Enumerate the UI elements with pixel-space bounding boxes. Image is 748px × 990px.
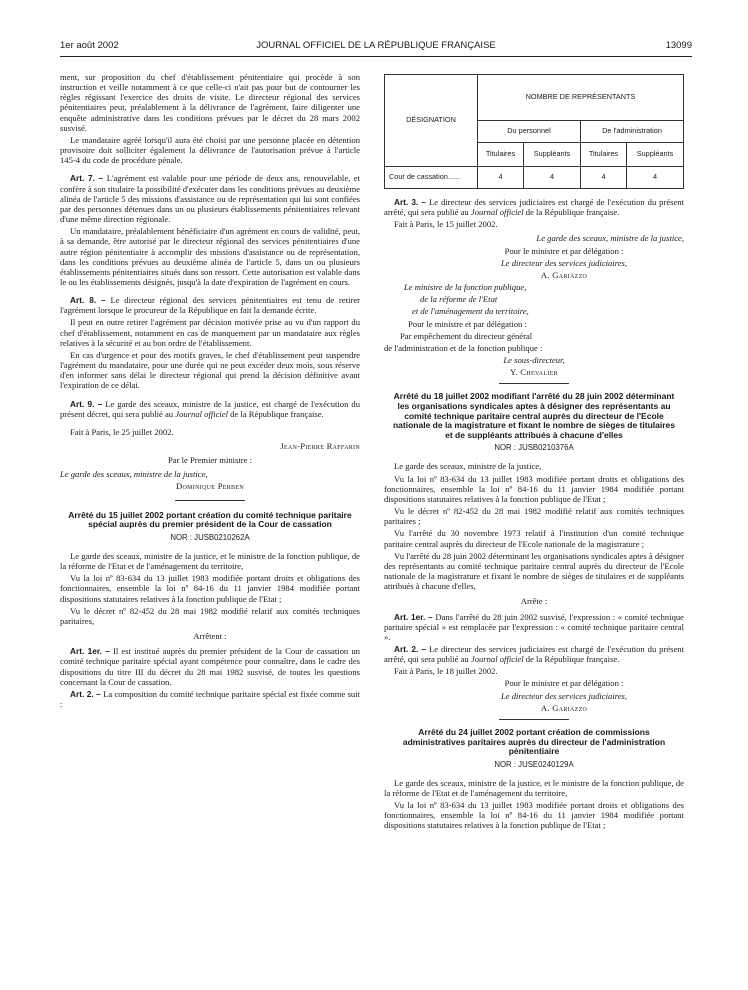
article-label: Art. 3. –	[394, 197, 427, 207]
page-number: 13099	[665, 40, 692, 51]
article-text: de la République française.	[230, 408, 324, 419]
signature-line: Par le Premier ministre :	[167, 455, 252, 466]
article-7	[60, 173, 360, 224]
article-text: Dans l'arrêté du 28 juin 2002 susvisé, l'expression : « comité technique paritaire spécial » est remplacée par l'expression : « comité technique paritaire central ».	[384, 611, 684, 642]
table-cell: 4	[580, 167, 626, 189]
preamble: Vu le décret nº 82-452 du 28 mai 1982 modifié relatif aux comités techniques paritaires ;	[384, 506, 684, 527]
article-text: Il est institué auprès du premier président de la Cour de cassation un comité technique paritaire spécial ayant compétence pour connaître, dans le cadre des dispositions du titre III du décret du 28 mai 1982 susvisé, de toutes les questions concernant la Cour de cassation.	[60, 646, 360, 687]
journal-officiel-ref: Journal officiel	[470, 207, 524, 218]
journal-title: JOURNAL OFFICIEL DE LA RÉPUBLIQUE FRANÇAISE	[256, 40, 496, 51]
article-text: Le directeur des services judiciaires est chargé de l'exécution du présent arrêté, qui sera publié au	[384, 197, 684, 218]
article-label: Art. 9. –	[70, 398, 103, 409]
article-label: Art. 7. –	[70, 173, 104, 184]
fait-a-paris: Fait à Paris, le 18 juillet 2002.	[394, 666, 498, 677]
table-cell: 4	[627, 167, 684, 189]
article-1	[384, 612, 684, 642]
signature-line: et de l'aménagement du territoire,	[412, 306, 529, 317]
article-label: Art. 2. –	[394, 643, 427, 654]
article-text: Le garde des sceaux, ministre de la justice, est chargé de l'exécution du présent décret, qui sera publié au	[60, 398, 361, 419]
left-column	[60, 72, 360, 711]
article-8	[60, 295, 360, 315]
signature-line: de la réforme de l'Etat	[420, 294, 498, 305]
signatory: Y. Chevalier	[510, 367, 558, 378]
separator	[499, 719, 569, 720]
preamble: Vu la loi nº 83-634 du 13 juillet 1983 modifiée portant droits et obligations des fonctionnaires, ensemble la loi nº 84-16 du 11 janvier 1984 modifiée portant dispositions statutaires relatives à la fonction publique de l'Etat ;	[384, 473, 684, 504]
article-2	[60, 689, 360, 709]
article-label: Art. 8. –	[70, 295, 106, 306]
table-header: DÉSIGNATION	[385, 75, 478, 167]
fait-a-paris: Fait à Paris, le 15 juillet 2002.	[394, 219, 498, 230]
representatives-table	[384, 74, 684, 189]
paragraph: Un mandataire, préalablement bénéficiaire d'un agrément en cours de validité, peut, à sa demande, être autorisé par le directeur régional des services pénitentiaires d'une autre région pénitentiaire à accomplir des missions d'assistance ou de représentation, dans les conditions prévues au deuxième alinéa de l'article 5, dans un ou plusieurs établissements pénitentiaires situés dans son ressort. Cette autorisation est valable dans le ou les établissements désignés, jusqu'à la date d'expiration de l'agrément en cours.	[60, 226, 360, 287]
paragraph: Le mandataire agréé lorsqu'il aura été choisi par une personne placée en détention provisoire doit solliciter également la délivrance de l'autorisation prévue à l'article 145-4 du code de procédure pénale.	[60, 134, 360, 166]
signature-line: Par empêchement du directeur général	[400, 330, 533, 341]
signature-line: Le directeur des services judiciaires,	[500, 690, 628, 701]
preamble: Le garde des sceaux, ministre de la justice, et le ministre de la fonction publique, de la réforme de l'Etat et de l'aménagement du territoire,	[60, 550, 360, 572]
journal-officiel-ref: Journal officiel	[470, 654, 524, 665]
journal-officiel-ref: Journal officiel	[175, 408, 229, 419]
article-3	[384, 197, 684, 217]
nor-reference: NOR : JUSB0210376A	[494, 443, 574, 453]
signatory: Jean-Pierre Raffarin	[280, 441, 360, 451]
article-text: Le directeur des services judiciaires est chargé de l'exécution du présent arrêté, qui sera publié au	[384, 643, 684, 665]
article-2	[384, 644, 684, 664]
table-cell: 4	[524, 167, 581, 189]
preamble: Vu l'arrêté du 30 novembre 1973 relatif à l'institution d'un comité technique paritaire central auprès du directeur de l'Ecole nationale de la magistrature ;	[384, 528, 684, 549]
preamble: Le garde des sceaux, ministre de la justice,	[394, 461, 542, 472]
signature-line: Le garde des sceaux, ministre de la justice,	[60, 469, 208, 480]
table-header: Titulaires	[478, 143, 524, 167]
decree-title: Arrêté du 24 juillet 2002 portant création de commissions administratives paritaires auprès du directeur de l'administration pénitentiaire	[402, 726, 666, 757]
article-text: de la République française.	[525, 654, 620, 665]
table-cell: Cour de cassation......	[385, 167, 478, 189]
signature-line: Pour le ministre et par délégation :	[504, 678, 624, 689]
article-text: L'agrément est valable pour une période de deux ans, renouvelable, et confère à son titulaire la possibilité d'exécuter dans les conditions prévues au deuxième alinéa de l'article 5 des missions d'assistance ou de représentation qui lui sont confiées par des personnes détenues dans un ou plusieurs établissements pénitentiaires relevant d'une même direction régionale.	[60, 173, 360, 225]
arrete: Arrête :	[520, 596, 548, 607]
preamble: Vu la loi nº 83-634 du 13 juillet 1983 modifiée portant droits et obligations des fonctionnaires, ensemble la loi nº 84-16 du 11 janvier 1984 modifiée portant dispositions statutaires relatives à la fonction publique de l'Etat ;	[60, 573, 360, 604]
separator	[499, 383, 569, 384]
article-9	[60, 399, 360, 419]
nor-reference: NOR : JUSE0240129A	[494, 759, 574, 769]
article-label: Art. 1er. –	[394, 611, 433, 622]
separator	[175, 500, 245, 501]
preamble: Vu le décret nº 82-452 du 28 mai 1982 modifié relatif aux comités techniques paritaires,	[60, 605, 360, 626]
signature-line: Le ministre de la fonction publique,	[404, 282, 527, 293]
signature-line: Le directeur des services judiciaires,	[500, 257, 628, 268]
table-header: Titulaires	[580, 143, 626, 167]
page-header	[60, 40, 692, 54]
signature-line: Pour le ministre et par délégation :	[408, 318, 527, 329]
table-header: Suppléants	[627, 143, 684, 167]
table-header: Suppléants	[524, 143, 581, 167]
right-column	[384, 72, 684, 833]
table-header: Du personnel	[478, 121, 581, 143]
article-label: Art. 2. –	[70, 688, 101, 699]
arretent: Arrêtent :	[193, 631, 227, 642]
article-text: La composition du comité technique paritaire spécial est fixée comme suit :	[60, 688, 361, 709]
article-text: Le directeur régional des services pénitentiaires est tenu de retirer l'agrément lorsque le procureur de la République en fait la demande écrite.	[60, 295, 361, 316]
signatory: A. Gariazzo	[540, 702, 588, 713]
signature-line: Le sous-directeur,	[503, 355, 565, 366]
signatory: A. Gariazzo	[540, 269, 588, 280]
table-row	[385, 167, 684, 189]
signature-line: de l'administration et de la fonction publique :	[384, 342, 543, 353]
fait-a-paris: Fait à Paris, le 25 juillet 2002.	[70, 426, 174, 437]
paragraph: Il peut en outre retirer l'agrément par décision motivée prise au vu d'un rapport du chef d'établissement, notamment en cas de manquement par un mandataire aux règles relatives à la sécurité et au bon ordre de l'établissement.	[60, 317, 360, 348]
nor-reference: NOR : JUSB0210262A	[170, 532, 250, 542]
paragraph: ment, sur proposition du chef d'établissement pénitentiaire qui procède à son instruction et veille notamment à ce que celle-ci n'ait pas pour but de contourner les règles régissant l'exercice des droits de visite. Le directeur régional des services pénitentiaires peut, préalablement à la délivrance de l'agrément, faire diligenter une enquête administrative dans les conditions prévues par le décret du 28 mars 2002 susvisé.	[60, 72, 360, 133]
article-label: Art. 1er. –	[70, 646, 110, 657]
signatory: Dominique Perben	[176, 481, 244, 492]
signature-line: Le garde des sceaux, ministre de la justice,	[536, 233, 684, 244]
decree-title: Arrêté du 15 juillet 2002 portant création du comité technique paritaire spécial auprès du premier président de la Cour de cassation	[68, 509, 352, 530]
preamble: Vu la loi nº 83-634 du 13 juillet 1983 modifiée portant droits et obligations des fonctionnaires, ensemble la loi nº 84-16 du 11 janvier 1984 modifiée portant dispositions statutaires relatives à la fonction publique de l'Etat ;	[384, 800, 684, 831]
table-header: De l'administration	[580, 121, 683, 143]
preamble: Le garde des sceaux, ministre de la justice, et le ministre de la fonction publique, de la réforme de l'Etat et de l'aménagement du territoire,	[384, 777, 684, 798]
table-header: NOMBRE DE REPRÉSENTANTS	[478, 75, 684, 121]
signature-line: Pour le ministre et par délégation :	[504, 245, 624, 256]
decree-title: Arrêté du 18 juillet 2002 modifiant l'arrêté du 28 juin 2002 déterminant les organisations syndicales aptes à désigner des représentants au comité technique paritaire central auprès du directeur de l'Ecole nationale de la magistrature et fixant le nombre de sièges de titulaires et de suppléants attribués à chacune d'elles	[392, 391, 675, 440]
paragraph: En cas d'urgence et pour des motifs graves, le chef d'établissement peut suspendre l'agrément du mandataire, pour une durée qui ne peut excéder deux mois, sous réserve d'en informer sans délai le directeur régional qui prend la décision définitive avant l'expiration de ce délai.	[60, 349, 360, 391]
header-date: 1er août 2002	[60, 40, 119, 51]
article-1	[60, 646, 360, 687]
preamble: Vu l'arrêté du 28 juin 2002 déterminant les organisations syndicales aptes à désigner des représentants au comité technique paritaire central auprès du directeur de l'Ecole nationale de la magistrature et fixant le nombre de sièges de titulaires et de suppléants attribués à chacune d'elles,	[384, 550, 684, 592]
table-cell: 4	[478, 167, 524, 189]
header-rule	[60, 56, 692, 57]
article-text: de la République française.	[525, 207, 620, 218]
